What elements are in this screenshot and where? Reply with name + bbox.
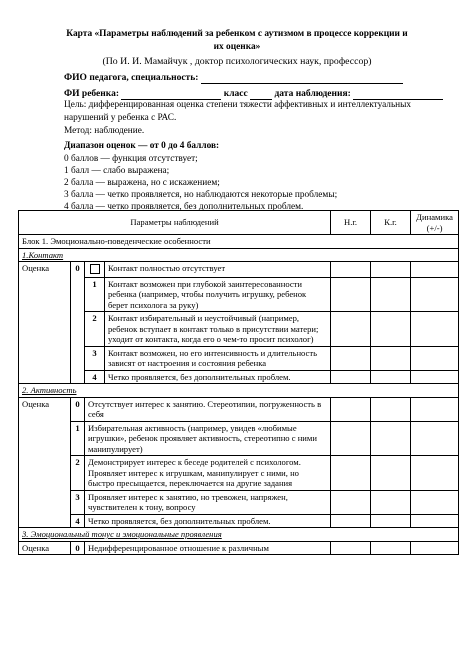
block-row [19, 235, 459, 249]
cell-kg[interactable] [371, 456, 411, 491]
table-row [19, 456, 459, 491]
table-row [19, 277, 459, 312]
doc-title-line1: Карта «Параметры наблюдений за ребенком с аутизмом в процессе коррекции и [66, 29, 408, 39]
item-text: Избирательная активность (например, увидев «любимые игрушки», ребенок проявляет активность, стереотипно с ними манипулирует) [85, 421, 331, 456]
table-row [19, 346, 459, 370]
score-num: 3 [85, 346, 105, 370]
scale-2: 2 балла — выражена, но с искажением; [64, 178, 220, 188]
cell-dyn[interactable] [411, 514, 459, 528]
cell-dyn[interactable] [411, 421, 459, 456]
range-title: Диапазон оценок — от 0 до 4 баллов: [64, 141, 220, 151]
table-row [19, 490, 459, 514]
item-text: Четко проявляется, без дополнительных проблем. [85, 514, 331, 528]
table-header-row [19, 211, 459, 235]
cell-kg[interactable] [371, 346, 411, 370]
score-num: 1 [85, 277, 105, 312]
cell-kg[interactable] [371, 397, 411, 421]
section-row [19, 384, 459, 398]
cell-dyn[interactable] [411, 262, 459, 278]
item-text: Контакт полностью отсутствует [105, 262, 331, 278]
header-kg: К.г. [371, 211, 411, 235]
cell-dyn[interactable] [411, 397, 459, 421]
section-row [19, 528, 459, 542]
item-text: Четко проявляется, без дополнительных проблем. [105, 370, 331, 384]
scale-0: 0 баллов — функция отсутствует; [64, 154, 198, 164]
teacher-blank[interactable] [201, 73, 403, 84]
score-num: 0 [71, 262, 85, 384]
teacher-label: ФИО педагога, специальность: [64, 73, 199, 83]
section-contact: 1.Контакт [19, 248, 459, 262]
table-row [19, 262, 459, 278]
table-row [19, 370, 459, 384]
score-label: Оценка [19, 262, 71, 384]
scale-3: 3 балла — четко проявляется, но наблюдаются некоторые проблемы; [64, 190, 338, 200]
section-row [19, 248, 459, 262]
item-text: Проявляет интерес к занятию, но тревожен, напряжен, чувствителен к тону, вопросу [85, 490, 331, 514]
item-text: Недифференцированное отношение к различным [85, 541, 331, 555]
block-title: Блок 1. Эмоционально-поведенческие особенности [19, 235, 459, 249]
section-activity: 2. Активность [19, 384, 459, 398]
cell-kg[interactable] [371, 262, 411, 278]
section-emotion: 3. Эмоциональный тонус и эмоциональные проявления [19, 528, 459, 542]
score-label: Оценка [19, 541, 71, 555]
score-num: 2 [85, 312, 105, 347]
table-row [19, 541, 459, 555]
cell-ng[interactable] [331, 541, 371, 555]
cell-dyn[interactable] [411, 541, 459, 555]
table-row [19, 514, 459, 528]
score-label: Оценка [19, 397, 71, 528]
cell-kg[interactable] [371, 421, 411, 456]
cell-kg[interactable] [371, 541, 411, 555]
cell-ng[interactable] [331, 370, 371, 384]
cell-kg[interactable] [371, 277, 411, 312]
doc-author: (По И. И. Мамайчук , доктор психологических наук, профессор) [102, 56, 372, 67]
header-ng: Н.г. [331, 211, 371, 235]
cell-ng[interactable] [331, 262, 371, 278]
header-dynamics: Динамика (+/-) [411, 211, 459, 235]
score-num: 4 [85, 370, 105, 384]
score-num: 4 [71, 514, 85, 528]
cell-ng[interactable] [331, 490, 371, 514]
cell-kg[interactable] [371, 490, 411, 514]
item-text: Контакт возможен, но его интенсивность и длительность зависят от настроения и состояния ребенка [105, 346, 331, 370]
cell-ng[interactable] [331, 397, 371, 421]
table-row [19, 312, 459, 347]
class-label: класс [223, 89, 248, 99]
scale-1: 1 балл — слабо выражена; [64, 166, 170, 176]
cell-kg[interactable] [371, 312, 411, 347]
doc-title-line2: их оценка» [213, 42, 261, 52]
cell-ng[interactable] [331, 514, 371, 528]
score-num: 2 [71, 456, 85, 491]
item-text: Контакт избирательный и неустойчивый (например, ребенок вступает в контакт только в присутствии матери; уходит от контакта, когда его о чем-то просит психолог) [105, 312, 331, 347]
cell-ng[interactable] [331, 346, 371, 370]
table-row [19, 421, 459, 456]
item-text: Демонстрирует интерес к беседе родителей с психологом. Проявляет интерес к игрушкам, манипулирует с ними, но быстро пресыщается, переключается на другие задания [85, 456, 331, 491]
cell-ng[interactable] [331, 421, 371, 456]
cell-ng[interactable] [331, 277, 371, 312]
teacher-field [64, 72, 403, 84]
checkbox[interactable] [85, 262, 105, 278]
item-text: Отсутствует интерес к занятию. Стереотипии, погруженность в себя [85, 397, 331, 421]
observation-table [18, 210, 459, 555]
cell-dyn[interactable] [411, 370, 459, 384]
cell-kg[interactable] [371, 514, 411, 528]
score-num: 0 [71, 541, 85, 555]
cell-ng[interactable] [331, 456, 371, 491]
cell-dyn[interactable] [411, 456, 459, 491]
cell-dyn[interactable] [411, 312, 459, 347]
scale-4: 4 балла — четко проявляется, без дополнительных проблем. [64, 202, 304, 212]
child-label: ФИ ребенка: [64, 89, 119, 99]
goal-text: Цель: дифференцированная оценка степени тяжести аффективных и интеллектуальных нарушений у ребенка с РАС. [64, 100, 412, 123]
score-num: 0 [71, 397, 85, 421]
cell-dyn[interactable] [411, 346, 459, 370]
table-row [19, 397, 459, 421]
cell-kg[interactable] [371, 370, 411, 384]
cell-ng[interactable] [331, 312, 371, 347]
method-text: Метод: наблюдение. [64, 126, 145, 136]
date-label: дата наблюдения: [274, 89, 351, 99]
cell-dyn[interactable] [411, 490, 459, 514]
header-params: Параметры наблюдений [19, 211, 331, 235]
item-text: Контакт возможен при глубокой заинтересованности ребенка (например, чтобы получить игрушку, ребенок берет психолога за руку) [105, 277, 331, 312]
score-num: 3 [71, 490, 85, 514]
cell-dyn[interactable] [411, 277, 459, 312]
score-num: 1 [71, 421, 85, 456]
